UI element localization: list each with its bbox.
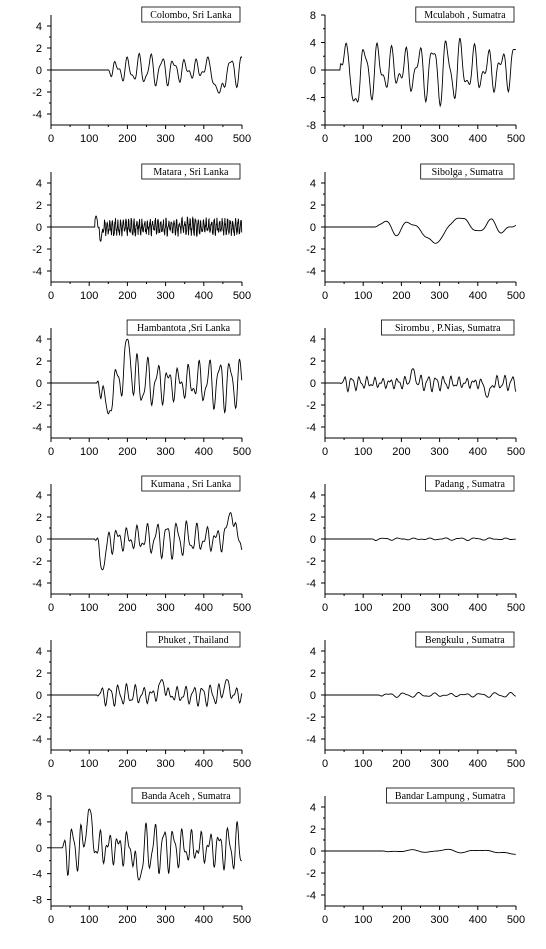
panel-10 [306, 632, 525, 770]
panel-title: Matara , Sri Lanka [153, 167, 229, 178]
panel-title: Kumana , Sri Lanka [150, 479, 232, 490]
x-tick-label: 400 [468, 602, 487, 614]
x-tick-label: 200 [118, 758, 137, 770]
y-tick-label: 4 [309, 802, 316, 814]
series-line [325, 538, 516, 541]
y-tick-label: 4 [309, 490, 316, 502]
panel-title: Phuket , Thailand [158, 635, 229, 646]
y-tick-label: -4 [306, 422, 316, 434]
x-tick-label: 100 [80, 133, 99, 145]
y-tick-label: -4 [306, 578, 316, 590]
x-tick-label: 300 [156, 446, 175, 458]
series-line [325, 218, 516, 243]
y-tick-label: 0 [35, 222, 42, 234]
panel-1 [32, 7, 251, 145]
x-tick-label: 500 [506, 602, 526, 614]
y-tick-label: 2 [309, 824, 316, 836]
panel-12 [306, 788, 525, 926]
x-tick-label: 100 [80, 758, 99, 770]
x-tick-label: 500 [232, 914, 252, 926]
y-tick-label: 4 [35, 490, 42, 502]
series-line [325, 849, 516, 854]
x-tick-label: 100 [354, 602, 373, 614]
y-tick-label: 0 [309, 65, 316, 77]
x-tick-label: 500 [232, 446, 252, 458]
x-tick-label: 500 [506, 446, 526, 458]
panel-title: Mculaboh , Sumatra [424, 10, 506, 21]
x-tick-label: 100 [354, 758, 373, 770]
y-tick-label: 4 [35, 334, 42, 346]
y-tick-label: 0 [309, 690, 316, 702]
x-tick-label: 400 [468, 290, 487, 302]
panel-7 [32, 476, 251, 614]
series-line [51, 513, 242, 570]
y-tick-label: -4 [306, 266, 316, 278]
y-tick-label: -2 [306, 868, 316, 880]
y-tick-label: 2 [35, 356, 42, 368]
series-line [325, 39, 516, 106]
y-tick-label: -8 [32, 894, 42, 907]
y-tick-label: -2 [306, 556, 316, 568]
x-tick-label: 300 [156, 602, 175, 614]
y-tick-label: 4 [309, 334, 316, 346]
x-tick-label: 200 [392, 290, 411, 302]
x-tick-label: 0 [47, 290, 55, 302]
y-tick-label: -4 [32, 734, 42, 746]
x-tick-label: 300 [156, 133, 175, 145]
series-line [325, 369, 516, 398]
y-tick-label: 0 [309, 846, 316, 858]
x-tick-label: 400 [194, 602, 213, 614]
x-tick-label: 400 [468, 758, 487, 770]
x-tick-label: 0 [47, 758, 55, 770]
x-tick-label: 500 [506, 758, 526, 770]
x-tick-label: 0 [321, 914, 329, 926]
x-tick-label: 200 [118, 914, 137, 926]
x-tick-label: 0 [47, 446, 55, 458]
y-tick-label: 0 [309, 534, 316, 546]
x-tick-label: 300 [430, 133, 449, 145]
y-tick-label: -2 [32, 400, 42, 412]
y-tick-label: 2 [35, 668, 42, 680]
panel-title: Sibolga , Sumatra [431, 167, 504, 178]
x-tick-label: 200 [392, 602, 411, 614]
series-line [51, 53, 242, 93]
panel-5 [32, 320, 251, 458]
x-tick-label: 100 [80, 602, 99, 614]
panel-title: Sirombu , P.Nias, Sumatra [394, 323, 501, 334]
y-tick-label: 4 [35, 178, 42, 190]
y-tick-label: 0 [35, 65, 42, 77]
y-tick-label: 4 [35, 816, 42, 829]
x-tick-label: 300 [156, 290, 175, 302]
y-tick-label: 2 [309, 200, 316, 212]
panel-title: Colombo, Sri Lanka [150, 10, 232, 21]
y-tick-label: -2 [306, 712, 316, 724]
y-tick-label: 2 [35, 43, 42, 55]
series-line [51, 339, 242, 414]
panel-title: Bandar Lampung , Sumatra [394, 791, 506, 802]
x-tick-label: 400 [194, 446, 213, 458]
y-tick-label: -2 [32, 556, 42, 568]
panel-9 [32, 632, 251, 770]
y-tick-label: 2 [35, 512, 42, 524]
y-tick-label: -8 [306, 120, 316, 132]
y-tick-label: -4 [32, 578, 42, 590]
x-tick-label: 500 [232, 758, 252, 770]
x-tick-label: 500 [506, 290, 526, 302]
x-tick-label: 100 [354, 446, 373, 458]
series-line [325, 693, 516, 698]
panel-8 [306, 476, 525, 614]
x-tick-label: 500 [232, 133, 252, 145]
x-tick-label: 400 [194, 758, 213, 770]
y-tick-label: -2 [306, 400, 316, 412]
x-tick-label: 300 [430, 446, 449, 458]
x-tick-label: 300 [156, 758, 175, 770]
x-tick-label: 200 [118, 133, 137, 145]
x-tick-label: 100 [354, 914, 373, 926]
panel-title: Hambantota ,Sri Lanka [137, 323, 231, 334]
x-tick-label: 200 [392, 133, 411, 145]
x-tick-label: 200 [392, 446, 411, 458]
x-tick-label: 400 [468, 914, 487, 926]
y-tick-label: 4 [309, 37, 316, 50]
x-tick-label: 200 [118, 446, 137, 458]
x-tick-label: 100 [80, 290, 99, 302]
y-tick-label: -4 [306, 92, 316, 105]
y-tick-label: 8 [35, 791, 42, 803]
x-tick-label: 200 [118, 290, 137, 302]
x-tick-label: 0 [47, 602, 55, 614]
y-tick-label: 0 [35, 534, 42, 546]
series-line [51, 216, 242, 241]
y-tick-label: -2 [32, 244, 42, 256]
y-tick-label: -4 [306, 734, 316, 746]
panel-title: Banda Aceh , Sumatra [141, 791, 231, 802]
x-tick-label: 300 [430, 914, 449, 926]
x-tick-label: 100 [354, 290, 373, 302]
panel-2 [306, 7, 525, 145]
y-tick-label: 0 [35, 690, 42, 702]
panel-title: Bengkulu , Sumatra [425, 635, 505, 646]
x-tick-label: 0 [47, 133, 55, 145]
x-tick-label: 0 [321, 133, 329, 145]
x-tick-label: 0 [321, 446, 329, 458]
x-tick-label: 500 [232, 602, 252, 614]
y-tick-label: -4 [32, 109, 42, 121]
panel-title: Padang , Sumatra [434, 479, 505, 490]
x-tick-label: 200 [118, 602, 137, 614]
y-tick-label: -2 [306, 244, 316, 256]
series-line [51, 680, 242, 707]
panel-4 [306, 164, 525, 302]
y-tick-label: 2 [309, 512, 316, 524]
y-tick-label: -4 [32, 422, 42, 434]
x-tick-label: 300 [430, 758, 449, 770]
x-tick-label: 100 [80, 446, 99, 458]
x-tick-label: 0 [47, 914, 55, 926]
x-tick-label: 500 [232, 290, 252, 302]
series-line [51, 809, 242, 880]
x-tick-label: 0 [321, 758, 329, 770]
y-tick-label: 4 [309, 646, 316, 658]
x-tick-label: 200 [392, 758, 411, 770]
y-tick-label: -4 [306, 890, 316, 902]
y-tick-label: 0 [309, 378, 316, 390]
x-tick-label: 400 [194, 290, 213, 302]
y-tick-label: 0 [35, 842, 42, 855]
x-tick-label: 100 [80, 914, 99, 926]
panel-6 [306, 320, 525, 458]
x-tick-label: 400 [194, 914, 213, 926]
y-tick-label: 4 [309, 178, 316, 190]
y-tick-label: -2 [32, 87, 42, 99]
x-tick-label: 500 [506, 133, 526, 145]
x-tick-label: 100 [354, 133, 373, 145]
y-tick-label: 4 [35, 646, 42, 658]
y-tick-label: 0 [35, 378, 42, 390]
x-tick-label: 400 [468, 446, 487, 458]
x-tick-label: 200 [392, 914, 411, 926]
x-tick-label: 300 [156, 914, 175, 926]
x-tick-label: 300 [430, 602, 449, 614]
y-tick-label: -2 [32, 712, 42, 724]
x-tick-label: 500 [506, 914, 526, 926]
x-tick-label: 0 [321, 602, 329, 614]
y-tick-label: 8 [309, 10, 316, 22]
y-tick-label: 2 [35, 200, 42, 212]
x-tick-label: 0 [321, 290, 329, 302]
y-tick-label: 2 [309, 668, 316, 680]
panel-11 [32, 788, 251, 926]
y-tick-label: 4 [35, 21, 42, 33]
y-tick-label: 2 [309, 356, 316, 368]
y-tick-label: -4 [32, 266, 42, 278]
x-tick-label: 400 [468, 133, 487, 145]
x-tick-label: 400 [194, 133, 213, 145]
y-tick-label: 0 [309, 222, 316, 234]
x-tick-label: 300 [430, 290, 449, 302]
panel-3 [32, 164, 251, 302]
y-tick-label: -4 [32, 868, 42, 881]
